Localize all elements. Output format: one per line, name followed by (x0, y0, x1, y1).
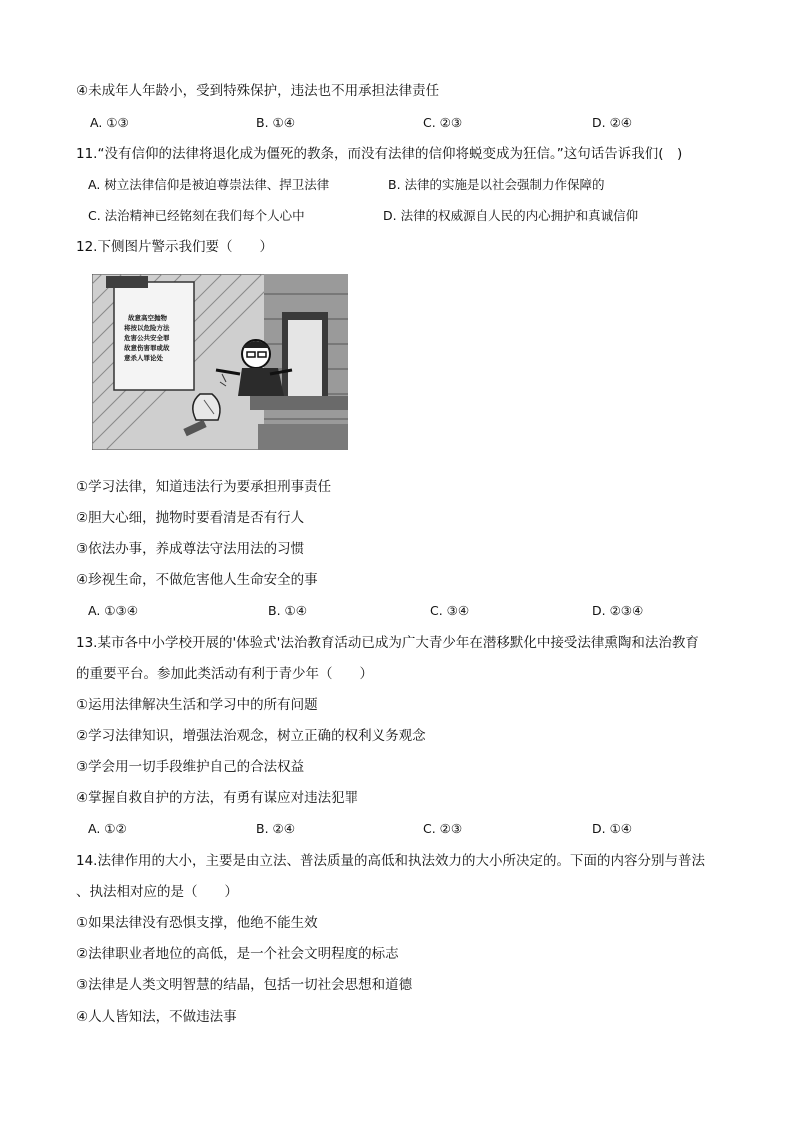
q11-option-d[interactable]: D. 法律的权威源自人民的内心拥护和真诚信仰 (383, 208, 639, 223)
q11-stem: 11.“没有信仰的法律将退化成为僵死的教条，而没有法律的信仰将蜕变成为狂信。”这句话告诉我们( ) (76, 146, 683, 162)
q12-option-a[interactable]: A. ①③④ (88, 603, 138, 618)
q10-option-d[interactable]: D. ②④ (592, 115, 632, 130)
q13-option-b[interactable]: B. ②④ (256, 821, 295, 836)
q13-option-c[interactable]: C. ②③ (423, 821, 463, 836)
q12-item-3: ③依法办事，养成尊法守法用法的习惯 (76, 541, 305, 557)
q13-stem-line-1: 13.某市各中小学校开展的'体验式'法治教育活动已成为广大青少年在潜移默化中接受法律熏陶和法治教育 (76, 635, 699, 651)
poster-line-1: 故意高空抛物 (128, 314, 167, 322)
high-altitude-littering-cartoon (92, 274, 348, 450)
q13-stem-line-2: 的重要平台。参加此类活动有利于青少年（ ） (76, 666, 373, 682)
q11-option-b[interactable]: B. 法律的实施是以社会强制力作保障的 (388, 177, 605, 192)
q10-option-c[interactable]: C. ②③ (423, 115, 463, 130)
poster-line-3: 危害公共安全罪 (124, 334, 170, 342)
q12-item-1: ①学习法律，知道违法行为要承担刑事责任 (76, 479, 332, 495)
q14-item-2: ②法律职业者地位的高低，是一个社会文明程度的标志 (76, 946, 399, 962)
q12-option-b[interactable]: B. ①④ (268, 603, 307, 618)
q11-option-c[interactable]: C. 法治精神已经铭刻在我们每个人心中 (88, 208, 305, 223)
q14-item-4: ④人人皆知法，不做违法事 (76, 1009, 237, 1025)
q12-option-c[interactable]: C. ③④ (430, 603, 470, 618)
q13-option-a[interactable]: A. ①② (88, 821, 127, 836)
q14-item-3: ③法律是人类文明智慧的结晶，包括一切社会思想和道德 (76, 977, 413, 993)
poster-line-5: 意杀人罪论处 (124, 354, 163, 362)
q11-option-a[interactable]: A. 树立法律信仰是被迫尊崇法律、捍卫法律 (88, 177, 330, 192)
q13-item-1: ①运用法律解决生活和学习中的所有问题 (76, 697, 318, 713)
q10-option-b[interactable]: B. ①④ (256, 115, 295, 130)
q12-stem: 12.下侧图片警示我们要（ ） (76, 239, 273, 255)
poster-line-4: 故意伤害罪或故 (124, 344, 170, 352)
q14-stem-line-2: 、执法相对应的是（ ） (76, 884, 238, 900)
q12-option-d[interactable]: D. ②③④ (592, 603, 644, 618)
q14-stem-line-1: 14.法律作用的大小，主要是由立法、普法质量的高低和执法效力的大小所决定的。下面的内容分别与普法 (76, 853, 705, 869)
q13-item-2: ②学习法律知识，增强法治观念，树立正确的权利义务观念 (76, 728, 426, 744)
q14-item-1: ①如果法律没有恐惧支撑，他绝不能生效 (76, 915, 318, 931)
q12-item-4: ④珍视生命，不做危害他人生命安全的事 (76, 572, 318, 588)
q13-item-4: ④掌握自救自护的方法，有勇有谋应对违法犯罪 (76, 790, 359, 806)
q10-option-a[interactable]: A. ①③ (90, 115, 129, 130)
q12-item-2: ②胆大心细，抛物时要看清是否有行人 (76, 510, 305, 526)
poster-line-2: 将按以危险方法 (124, 324, 170, 332)
q13-option-d[interactable]: D. ①④ (592, 821, 632, 836)
q13-item-3: ③学会用一切手段维护自己的合法权益 (76, 759, 305, 775)
q10-item-4: ④未成年人年龄小，受到特殊保护，违法也不用承担法律责任 (76, 83, 440, 99)
